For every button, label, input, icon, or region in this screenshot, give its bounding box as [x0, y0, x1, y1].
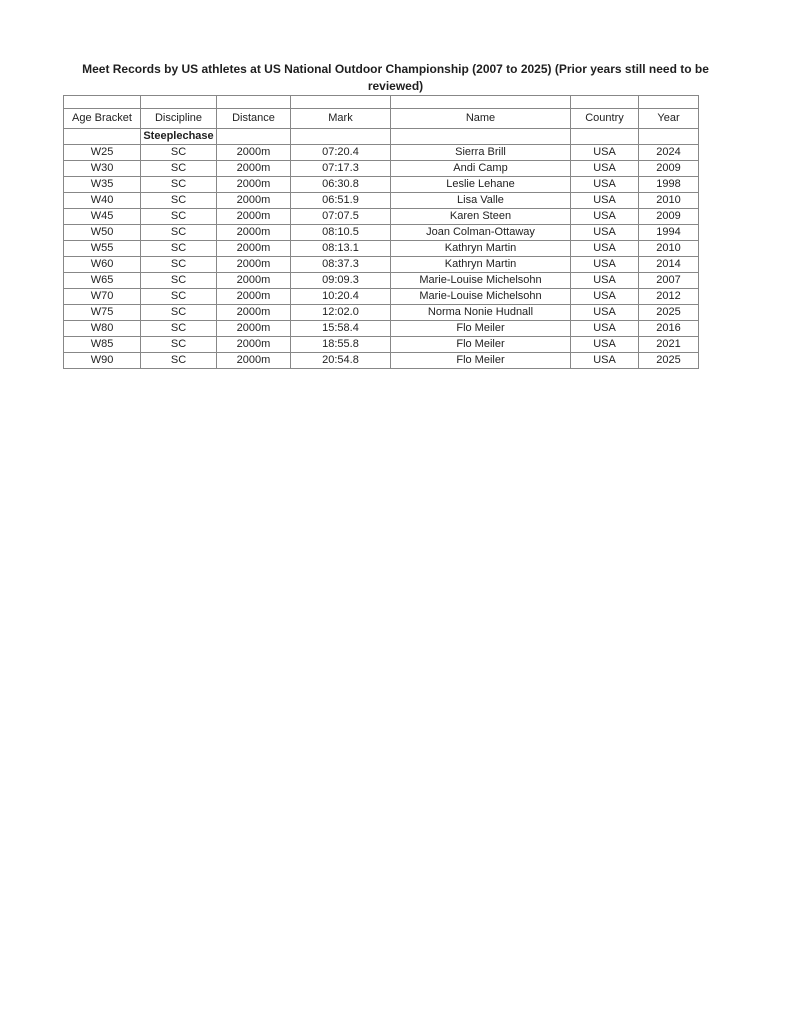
cell-distance: 2000m	[217, 257, 291, 273]
cell-distance: 2000m	[217, 273, 291, 289]
cell-year: 2024	[639, 145, 699, 161]
cell-year: 2014	[639, 257, 699, 273]
cell-name: Norma Nonie Hudnall	[391, 305, 571, 321]
cell-year: 2010	[639, 241, 699, 257]
section-cell	[64, 129, 141, 145]
records-table	[63, 95, 699, 369]
column-header-age-bracket: Age Bracket	[64, 109, 141, 129]
section-cell	[391, 129, 571, 145]
cell-country: USA	[571, 193, 639, 209]
cell-age-bracket: W55	[64, 241, 141, 257]
cell-age-bracket: W70	[64, 289, 141, 305]
cell-age-bracket: W85	[64, 337, 141, 353]
cell-mark: 07:07.5	[291, 209, 391, 225]
table-row	[64, 241, 699, 257]
cell-age-bracket: W90	[64, 353, 141, 369]
table-row	[64, 161, 699, 177]
cell-distance: 2000m	[217, 305, 291, 321]
column-header-country: Country	[571, 109, 639, 129]
empty-row	[64, 96, 699, 109]
cell-discipline: SC	[141, 337, 217, 353]
column-header-year: Year	[639, 109, 699, 129]
cell-country: USA	[571, 145, 639, 161]
cell-discipline: SC	[141, 145, 217, 161]
column-header-name: Name	[391, 109, 571, 129]
cell-age-bracket: W45	[64, 209, 141, 225]
table-row	[64, 209, 699, 225]
cell-age-bracket: W30	[64, 161, 141, 177]
cell-name: Sierra Brill	[391, 145, 571, 161]
section-cell	[217, 129, 291, 145]
table-row	[64, 289, 699, 305]
cell-year: 1998	[639, 177, 699, 193]
cell-name: Kathryn Martin	[391, 257, 571, 273]
section-row	[64, 129, 699, 145]
cell-mark: 15:58.4	[291, 321, 391, 337]
cell-distance: 2000m	[217, 337, 291, 353]
column-header-distance: Distance	[217, 109, 291, 129]
cell-discipline: SC	[141, 225, 217, 241]
cell-age-bracket: W80	[64, 321, 141, 337]
table-row	[64, 353, 699, 369]
table-row	[64, 321, 699, 337]
cell-mark: 08:13.1	[291, 241, 391, 257]
cell-name: Flo Meiler	[391, 321, 571, 337]
cell-distance: 2000m	[217, 225, 291, 241]
cell-distance: 2000m	[217, 161, 291, 177]
cell-name: Flo Meiler	[391, 353, 571, 369]
empty-cell	[291, 96, 391, 109]
empty-cell	[141, 96, 217, 109]
cell-mark: 08:10.5	[291, 225, 391, 241]
cell-age-bracket: W50	[64, 225, 141, 241]
cell-name: Andi Camp	[391, 161, 571, 177]
cell-distance: 2000m	[217, 321, 291, 337]
cell-country: USA	[571, 161, 639, 177]
cell-year: 2025	[639, 353, 699, 369]
cell-age-bracket: W75	[64, 305, 141, 321]
empty-cell	[391, 96, 571, 109]
cell-year: 1994	[639, 225, 699, 241]
cell-distance: 2000m	[217, 145, 291, 161]
cell-name: Lisa Valle	[391, 193, 571, 209]
cell-discipline: SC	[141, 353, 217, 369]
empty-cell	[639, 96, 699, 109]
cell-country: USA	[571, 321, 639, 337]
cell-age-bracket: W35	[64, 177, 141, 193]
cell-discipline: SC	[141, 161, 217, 177]
empty-cell	[64, 96, 141, 109]
cell-country: USA	[571, 257, 639, 273]
cell-mark: 08:37.3	[291, 257, 391, 273]
cell-discipline: SC	[141, 241, 217, 257]
cell-discipline: SC	[141, 321, 217, 337]
cell-name: Kathryn Martin	[391, 241, 571, 257]
cell-country: USA	[571, 225, 639, 241]
table-row	[64, 273, 699, 289]
section-cell	[639, 129, 699, 145]
table-row	[64, 177, 699, 193]
cell-discipline: SC	[141, 257, 217, 273]
cell-country: USA	[571, 241, 639, 257]
cell-discipline: SC	[141, 273, 217, 289]
cell-country: USA	[571, 289, 639, 305]
cell-year: 2009	[639, 209, 699, 225]
cell-age-bracket: W40	[64, 193, 141, 209]
cell-discipline: SC	[141, 177, 217, 193]
cell-distance: 2000m	[217, 209, 291, 225]
table-row	[64, 145, 699, 161]
cell-country: USA	[571, 177, 639, 193]
table-row	[64, 305, 699, 321]
empty-cell	[571, 96, 639, 109]
cell-name: Marie-Louise Michelsohn	[391, 289, 571, 305]
section-cell	[571, 129, 639, 145]
empty-cell	[217, 96, 291, 109]
cell-distance: 2000m	[217, 193, 291, 209]
cell-country: USA	[571, 337, 639, 353]
section-label: Steeplechase	[141, 129, 217, 145]
cell-distance: 2000m	[217, 177, 291, 193]
header-row	[64, 109, 699, 129]
cell-mark: 06:30.8	[291, 177, 391, 193]
cell-name: Leslie Lehane	[391, 177, 571, 193]
cell-mark: 12:02.0	[291, 305, 391, 321]
cell-age-bracket: W25	[64, 145, 141, 161]
cell-country: USA	[571, 353, 639, 369]
cell-year: 2025	[639, 305, 699, 321]
cell-name: Karen Steen	[391, 209, 571, 225]
cell-mark: 07:20.4	[291, 145, 391, 161]
cell-name: Marie-Louise Michelsohn	[391, 273, 571, 289]
section-cell	[291, 129, 391, 145]
cell-discipline: SC	[141, 305, 217, 321]
cell-mark: 18:55.8	[291, 337, 391, 353]
column-header-discipline: Discipline	[141, 109, 217, 129]
cell-distance: 2000m	[217, 353, 291, 369]
cell-country: USA	[571, 273, 639, 289]
cell-country: USA	[571, 209, 639, 225]
cell-year: 2010	[639, 193, 699, 209]
cell-country: USA	[571, 305, 639, 321]
cell-name: Joan Colman-Ottaway	[391, 225, 571, 241]
cell-year: 2012	[639, 289, 699, 305]
table-row	[64, 225, 699, 241]
page-title-line-2: reviewed)	[367, 79, 424, 93]
cell-discipline: SC	[141, 209, 217, 225]
table-row	[64, 193, 699, 209]
cell-discipline: SC	[141, 193, 217, 209]
cell-mark: 06:51.9	[291, 193, 391, 209]
cell-discipline: SC	[141, 289, 217, 305]
page-title-line-1: Meet Records by US athletes at US National Outdoor Championship (2007 to 2025) (Prior years still need to be	[82, 62, 709, 76]
cell-name: Flo Meiler	[391, 337, 571, 353]
cell-mark: 20:54.8	[291, 353, 391, 369]
table-row	[64, 257, 699, 273]
cell-year: 2021	[639, 337, 699, 353]
column-header-mark: Mark	[291, 109, 391, 129]
cell-mark: 10:20.4	[291, 289, 391, 305]
cell-mark: 09:09.3	[291, 273, 391, 289]
cell-year: 2009	[639, 161, 699, 177]
cell-year: 2007	[639, 273, 699, 289]
cell-age-bracket: W65	[64, 273, 141, 289]
cell-distance: 2000m	[217, 289, 291, 305]
page-title	[0, 61, 791, 95]
table-row	[64, 337, 699, 353]
cell-age-bracket: W60	[64, 257, 141, 273]
records-table-body	[64, 145, 699, 369]
cell-year: 2016	[639, 321, 699, 337]
cell-mark: 07:17.3	[291, 161, 391, 177]
cell-distance: 2000m	[217, 241, 291, 257]
